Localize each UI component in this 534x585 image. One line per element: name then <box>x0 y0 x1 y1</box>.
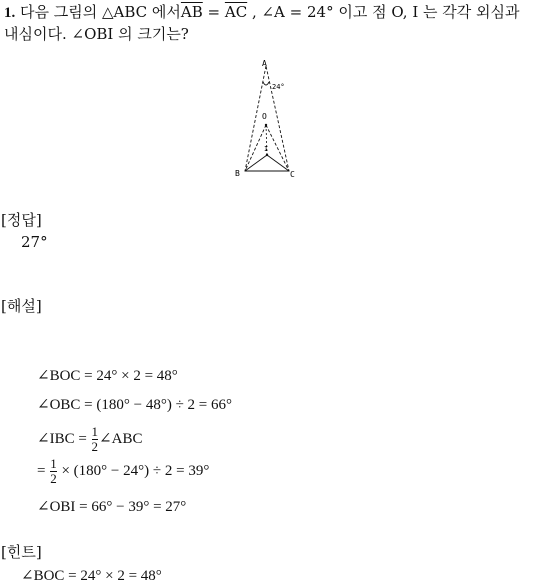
segment-ac: $\overline{AC}$ <box>224 3 248 21</box>
hint-header: [힌트] <box>1 543 42 561</box>
segment-ob <box>245 125 269 171</box>
fraction-denominator: 2 <box>91 439 99 454</box>
solution-line-3-start: ∠IBC = <box>37 430 91 447</box>
solution-line-4 <box>37 457 209 486</box>
segment-ab: $\overline{AB}$ <box>180 3 203 21</box>
angle-arc-a <box>263 82 269 85</box>
problem-text-end: , ∠A = 24° 이고 점 O, I 는 각각 외심과 <box>247 3 520 21</box>
fraction-numerator: 1 <box>91 424 99 439</box>
answer-value: 27° <box>21 233 48 251</box>
segment-oc <box>266 125 289 171</box>
solution-line-2: ∠OBC = (180° − 48°) ÷ 2 = 66° <box>37 397 233 413</box>
fraction-half <box>92 425 99 454</box>
solution-line-3 <box>37 425 142 454</box>
problem-number: 1. <box>4 5 16 21</box>
fraction-half <box>50 457 57 486</box>
fraction-numerator: 1 <box>50 456 57 471</box>
equals-sign: = <box>202 3 225 21</box>
triangle-figure <box>228 58 308 182</box>
angle-label: 24° <box>272 83 285 91</box>
solution-line-1: ∠BOC = 24° × 2 = 48° <box>37 368 178 384</box>
point-o <box>265 124 267 126</box>
problem-line-2: 내심이다. ∠OBI 의 크기는? <box>4 25 189 43</box>
label-b: B <box>235 169 240 178</box>
point-i <box>266 154 268 156</box>
label-i: I <box>264 145 269 153</box>
solution-line-4-end: × (180° − 24°) ÷ 2 = 39° <box>57 462 210 479</box>
solution-line-4-start: = <box>37 462 50 479</box>
problem-text-start: 다음 그림의 △ABC 에서 <box>15 3 181 21</box>
fraction-denominator: 2 <box>50 471 57 486</box>
answer-header: [정답] <box>1 211 42 229</box>
label-c: C <box>290 170 295 179</box>
solution-header: [해설] <box>1 297 42 315</box>
problem-line-1 <box>4 2 519 23</box>
solution-line-5: ∠OBI = 66° − 39° = 27° <box>37 499 187 515</box>
hint-line-1: ∠BOC = 24° × 2 = 48° <box>21 568 162 584</box>
label-a: A <box>262 59 267 68</box>
solution-line-3-end: ∠ABC <box>99 430 143 447</box>
label-o: O <box>262 112 267 121</box>
